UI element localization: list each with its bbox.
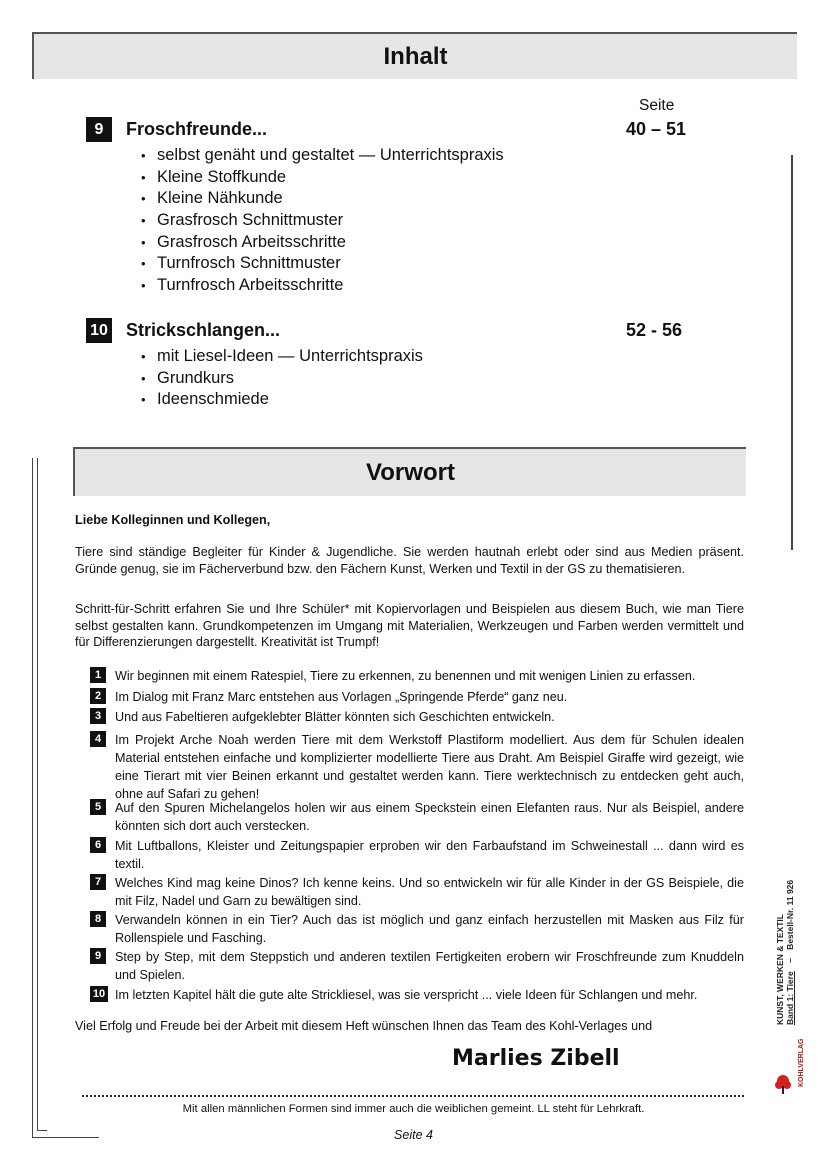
foreword-title: Vorwort bbox=[366, 458, 455, 486]
numbered-item bbox=[90, 731, 744, 803]
closing-text: Viel Erfolg und Freude bei der Arbeit mit diesem Heft wünschen Ihnen das Team des Kohl-Verlages und bbox=[75, 1019, 653, 1033]
item-text: Verwandeln können in ein Tier? Auch das ist möglich und ganz einfach herzustellen mit Masken aus Filz für Rollenspiele und Fasching. bbox=[115, 913, 744, 945]
item-text: Und aus Fabeltieren aufgeklebter Blätter könnten sich Geschichten entwickeln. bbox=[115, 710, 555, 724]
numbered-item bbox=[90, 986, 744, 1004]
paragraph: Tiere sind ständige Begleiter für Kinder & Jugendliche. Sie werden hautnah erlebt oder sind aus Medien präsent. Gründe genug, sie im Fächerverbund bzw. den Fächern Kunst, Werken und Textil in der GS zu thematisieren. bbox=[75, 545, 744, 576]
list-item: • selbst genäht und gestaltet — Unterrichtspraxis bbox=[141, 145, 504, 167]
item-number: 6 bbox=[90, 837, 106, 853]
item-number: 10 bbox=[90, 986, 108, 1002]
order-number: Bestell-Nr. 11 926 bbox=[785, 879, 795, 950]
side-imprint bbox=[772, 855, 818, 1100]
chapter-number-badge: 9 bbox=[86, 117, 112, 142]
numbered-item bbox=[90, 948, 744, 984]
band-and-order: Band 1: Tiere – Bestell-Nr. 11 926 bbox=[785, 879, 795, 1025]
list-item: • Grasfrosch Schnittmuster bbox=[141, 210, 504, 232]
item-text: Welches Kind mag keine Dinos? Ich kenne keins. Und so entwickeln wir für alle Kinder in der GS Beispiele, die mit Filz, Nadel und Garn zu bewältigen sind. bbox=[115, 876, 744, 908]
list-item: • Ideenschmiede bbox=[141, 389, 423, 411]
numbered-item bbox=[90, 799, 744, 835]
item-text: Mit Luftballons, Kleister und Zeitungspapier erproben wir den Farbaufstand im Schweinestall ... dann wird es textil. bbox=[115, 839, 744, 871]
footer-note: Mit allen männlichen Formen sind immer auch die weiblichen gemeint. LL steht für Lehrkraft. bbox=[182, 1103, 645, 1115]
list-item: • Kleine Stoffkunde bbox=[141, 167, 504, 189]
publisher-name: KOHLVERLAG bbox=[798, 1038, 805, 1087]
item-number: 1 bbox=[90, 667, 106, 683]
list-item: • Turnfrosch Schnittmuster bbox=[141, 253, 504, 275]
item-number: 3 bbox=[90, 708, 106, 724]
item-text: Im Projekt Arche Noah werden Tiere mit dem Werkstoff Plastiform modelliert. Aus dem für Schulen idealen Material entstehen einfache und komplizierter modellierte Tiere aus Draht. Am Beispiel Giraffe wird gezeigt, wie eine Tierart mit vier Beinen erkannt und gestaltet werden kann. Tiere werktechnisch zu entdecken geht auch, ohne auf Safari zu gehen! bbox=[115, 733, 744, 801]
paragraph: Schritt-für-Schritt erfahren Sie und Ihre Schüler* mit Kopiervorlagen und Beispielen aus diesem Buch, wie man Tiere selbst gestalten kann. Grundkompetenzen im Umgang mit Materialien, Werkzeugen und Farben werden vermittelt und für Differenzierungen dargestellt. Kreativität ist Trumpf! bbox=[75, 602, 744, 649]
publisher-logo-icon bbox=[774, 1073, 794, 1095]
page-number: Seite 4 bbox=[394, 1128, 433, 1142]
item-number: 4 bbox=[90, 731, 106, 747]
dotted-separator bbox=[82, 1095, 744, 1097]
chapter-item-list bbox=[141, 145, 504, 297]
chapter-pages: 52 - 56 bbox=[626, 320, 683, 340]
item-number: 2 bbox=[90, 688, 106, 704]
item-text: Step by Step, mit dem Steppstich und anderen textilen Fertigkeiten erobern wir Froschfreunde zum Knuddeln und Spielen. bbox=[115, 950, 744, 982]
contents-title: Inhalt bbox=[383, 42, 448, 70]
page-column-label: Seite bbox=[639, 97, 675, 114]
chapter-item-list bbox=[141, 346, 423, 411]
contents-header bbox=[32, 32, 797, 79]
list-item: • Turnfrosch Arbeitsschritte bbox=[141, 275, 504, 297]
numbered-item bbox=[90, 667, 744, 685]
band-label: Band 1: Tiere bbox=[785, 971, 795, 1025]
list-item: • Grundkurs bbox=[141, 368, 423, 390]
chapter-pages: 40 – 51 bbox=[626, 119, 687, 139]
greeting: Liebe Kolleginnen und Kollegen, bbox=[75, 513, 271, 527]
chapter-title: Strickschlangen... bbox=[126, 320, 281, 340]
item-text: Wir beginnen mit einem Ratespiel, Tiere zu erkennen, zu benennen und mit wenigen Linien zu erfassen. bbox=[115, 669, 696, 683]
foreword-header bbox=[73, 447, 746, 496]
numbered-item bbox=[90, 837, 744, 873]
numbered-item bbox=[90, 688, 744, 706]
list-item: • mit Liesel-Ideen — Unterrichtspraxis bbox=[141, 346, 423, 368]
chapter-title: Froschfreunde... bbox=[126, 119, 268, 139]
frame-line-left-outer bbox=[32, 458, 33, 1138]
item-text: Auf den Spuren Michelangelos holen wir aus einem Speckstein einen Elefanten raus. Nur als Beispiel, andere könnten sich dort auch verstecken. bbox=[115, 801, 744, 833]
item-number: 9 bbox=[90, 948, 106, 964]
numbered-item bbox=[90, 874, 744, 910]
list-item: • Grasfrosch Arbeitsschritte bbox=[141, 232, 504, 254]
frame-line-right bbox=[791, 155, 793, 550]
item-text: Im Dialog mit Franz Marc entstehen aus Vorlagen „Springende Pferde“ ganz neu. bbox=[115, 690, 568, 704]
item-number: 8 bbox=[90, 911, 106, 927]
item-number: 5 bbox=[90, 799, 106, 815]
signature: Marlies Zibell bbox=[452, 1046, 620, 1071]
item-text: Im letzten Kapitel hält die gute alte Strickliesel, was sie verspricht ... viele Ideen für Schlangen und mehr. bbox=[115, 988, 698, 1002]
item-number: 7 bbox=[90, 874, 106, 890]
numbered-item bbox=[90, 911, 744, 947]
frame-line-left-inner bbox=[37, 458, 38, 1130]
chapter-number-badge: 10 bbox=[86, 318, 112, 343]
numbered-item bbox=[90, 708, 744, 726]
series-label: KUNST, WERKEN & TEXTIL bbox=[775, 914, 785, 1025]
list-item: • Kleine Nähkunde bbox=[141, 188, 504, 210]
